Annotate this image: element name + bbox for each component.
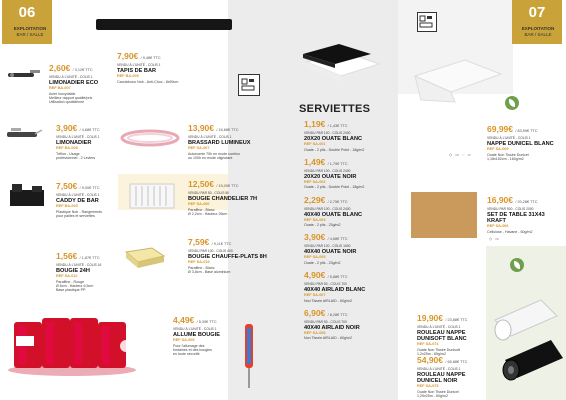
eco-leaf-icon bbox=[510, 258, 524, 272]
product-ref: REF SA-007 bbox=[188, 146, 210, 150]
product-name: 40X40 AIRLAID NOIR bbox=[304, 324, 360, 331]
product-ref: REF SA-007 bbox=[304, 293, 326, 298]
product-name: LIMONADIER bbox=[56, 140, 92, 146]
limonadier-eco-image bbox=[8, 67, 42, 83]
sale-unit: VENDU PAR 50 - COLIS 700 bbox=[304, 319, 347, 324]
product-name: TAPIS DE BAR bbox=[117, 68, 157, 74]
tab-label bbox=[508, 26, 566, 38]
product-name: BOUGIE CHAUFFE-PLATS 8H bbox=[188, 254, 267, 260]
product-allume-bougie bbox=[173, 316, 231, 356]
product-rouleau-noir bbox=[417, 356, 483, 398]
product-limonadier bbox=[56, 124, 118, 160]
product-ref: REF BA-008 bbox=[56, 146, 78, 150]
product-desc: Ouate Non Tissée Dunicel 1,25x25m - 60g/m2 bbox=[417, 389, 459, 398]
product-ref: REF SA-075 bbox=[417, 384, 439, 388]
folding-symbol-icon bbox=[238, 74, 260, 96]
tab-label-line-2: BAR / SALLE bbox=[524, 32, 552, 37]
sale-unit: VENDU À L'UNITÉ - COLIS 1 bbox=[56, 135, 100, 139]
product-name: 20X20 OUATE BLANC bbox=[304, 136, 363, 142]
product-desc: Cellulose - Havane - 60g/m2 bbox=[487, 229, 533, 234]
product-rouleau-blanc bbox=[417, 314, 483, 356]
price: 1,49€ / 1,79€ TTC bbox=[304, 156, 348, 167]
product-desc: Acier inoxydable Meilleur rapport qualité/prix Utilisation quotidienne bbox=[49, 91, 93, 105]
allume-bougie-image bbox=[235, 320, 265, 390]
napkin-item bbox=[304, 233, 394, 265]
product-desc: Pour l'allumage des fontaines et des bougies en toute sécurité bbox=[173, 343, 212, 357]
sale-unit: VENDU PAR 100 - COLIS 2400 bbox=[304, 206, 351, 211]
product-ref: REF SA-004 bbox=[304, 217, 326, 222]
product-desc: Ouate - 2 plis - Double Point - 18g/m2 bbox=[304, 147, 365, 152]
page-number: 07 bbox=[528, 4, 546, 21]
price: 7,90€ / 9,48€ TTC bbox=[117, 51, 161, 61]
product-chandelier bbox=[188, 180, 268, 216]
product-desc: Ouate Non Tissée Dunicel 1,18x152cm - 160g/m2 bbox=[487, 152, 529, 161]
tab-label-line-2: BAR / SALLE bbox=[16, 32, 44, 37]
rolls-image bbox=[485, 280, 565, 390]
product-name: 40X40 AIRLAID BLANC bbox=[304, 287, 366, 294]
sale-unit: VENDU PAR 100 - COLIS 1600 bbox=[304, 244, 351, 249]
caddy-image bbox=[8, 182, 46, 208]
product-caddy bbox=[56, 182, 118, 218]
folding-symbol-icon bbox=[417, 12, 437, 32]
sale-unit: VENDU À L'UNITÉ - COLIS 1 bbox=[56, 193, 100, 197]
product-name: ROULEAU NAPPE DUNICEL NOIR bbox=[417, 372, 466, 384]
eco-leaf-icon bbox=[505, 96, 519, 110]
napkin-item bbox=[304, 309, 394, 341]
product-name: SET DE TABLE 31X43 KRAFT bbox=[487, 212, 545, 224]
sale-unit: VENDU PAR 50 - COLIS 50 bbox=[188, 191, 229, 195]
product-desc: Non Tissée AIRLAID - 60g/m2 bbox=[304, 298, 352, 303]
napkin-list bbox=[304, 120, 394, 341]
sale-unit: VENDU PAR 100 - COLIS 400 bbox=[188, 249, 233, 253]
price: 4,49€ / 5,39€ TTC bbox=[173, 315, 217, 325]
product-ref: REF SA-019 bbox=[188, 260, 210, 264]
product-ref: REF SA-012 bbox=[56, 274, 78, 278]
sale-unit: VENDU PAR 100 - COLIS 2400 bbox=[304, 131, 351, 135]
price: 12,50€ / 15,00€ TTC bbox=[188, 179, 239, 189]
bar-mat-image bbox=[96, 19, 232, 30]
price: 1,56€ / 1,87€ TTC bbox=[56, 251, 100, 261]
product-ref: REF BA-009 bbox=[117, 74, 139, 78]
chauffe-plats-image bbox=[122, 244, 168, 270]
price: 19,90€ / 23,88€ TTC bbox=[417, 313, 468, 323]
price: 1,19€ / 1,43€ TTC bbox=[304, 119, 348, 129]
product-nappe-dunicel bbox=[487, 125, 565, 161]
product-ref: REF SA-005 bbox=[173, 338, 195, 342]
napkin-item bbox=[304, 120, 394, 152]
usage-icons: ◇ ▭ bbox=[489, 236, 500, 241]
product-name: ALLUME BOUGIE bbox=[173, 332, 220, 338]
chandelier-image bbox=[126, 180, 178, 210]
product-ref: REF SA-002 bbox=[304, 179, 326, 184]
product-limonadier-eco bbox=[49, 64, 111, 104]
product-name: NAPPE DUNICEL BLANC bbox=[487, 141, 554, 147]
product-name: CADDY DE BAR bbox=[56, 198, 99, 204]
napkin-item bbox=[304, 158, 394, 190]
usage-icons: ◇ ▭ ◌ ▱ bbox=[449, 152, 472, 157]
product-name: 40X40 OUATE BLANC bbox=[304, 211, 363, 218]
red-candles-image bbox=[6, 306, 142, 378]
product-desc: Ouate - 2 plis - 23g/m2 bbox=[304, 223, 341, 228]
sale-unit: VENDU À L'UNITÉ - COLIS 1 bbox=[49, 75, 93, 79]
product-desc: Paraffine - Blanc Ø 3,8cm - Base aluminium bbox=[188, 265, 231, 274]
product-chauffe-plats bbox=[188, 238, 268, 274]
product-ref: REF BA-007 bbox=[49, 86, 71, 90]
product-desc: Téflon - Usage professionnel - 2 Leviers bbox=[56, 151, 96, 160]
price: 3,90€ / 4,68€ TTC bbox=[304, 232, 348, 243]
sale-unit: VENDU À L'UNITÉ - COLIS 1 bbox=[117, 63, 161, 67]
product-desc: Ouate Non Tissée Dunisoft 1,2x25m - 65g/m2 bbox=[417, 347, 460, 356]
product-desc: Non Tissée AIRLAID - 60g/m2 bbox=[304, 336, 352, 341]
product-name: ROULEAU NAPPE DUNISOFT BLANC bbox=[417, 330, 467, 342]
product-brassard bbox=[188, 124, 268, 160]
product-ref: REF SA-060 bbox=[188, 202, 210, 206]
price: 3,90€ / 4,68€ TTC bbox=[56, 123, 100, 133]
price: 16,90€ / 20,28€ TTC bbox=[487, 195, 538, 205]
tablecloth-image bbox=[405, 56, 505, 104]
price: 69,99€ / 83,99€ TTC bbox=[487, 124, 538, 134]
napkin-item bbox=[304, 196, 394, 228]
brassard-image bbox=[120, 128, 182, 148]
product-ref: REF SA-009 bbox=[487, 147, 509, 151]
price: 2,29€ / 2,75€ TTC bbox=[304, 194, 348, 205]
product-name: 20X20 OUATE NOIR bbox=[304, 173, 357, 180]
product-desc: Ouate - 2 plis - 23g/m2 bbox=[304, 260, 341, 265]
sale-unit: VENDU À L'UNITÉ - COLIS 16 bbox=[56, 263, 102, 267]
product-ref: REF SA-074 bbox=[417, 342, 439, 346]
product-name: BRASSARD LUMINEUX bbox=[188, 140, 251, 146]
tab-label-line-1: EXPLOITATION bbox=[13, 26, 47, 31]
section-title: SERVIETTES bbox=[299, 103, 371, 115]
napkin-item bbox=[304, 271, 394, 303]
price: 7,50€ / 9,00€ TTC bbox=[56, 181, 100, 191]
product-ref: REF BA-003 bbox=[56, 204, 78, 208]
product-desc: Paraffine - Blanc Ø 2,2cm - Hauteur 26cm bbox=[188, 207, 228, 216]
limonadier-image bbox=[5, 126, 43, 144]
sale-unit: VENDU PAR 100 - COLIS 2400 bbox=[304, 168, 351, 173]
product-name: 40X40 OUATE NOIR bbox=[304, 249, 357, 256]
sale-unit: VENDU À L'UNITÉ - COLIS 1 bbox=[487, 136, 531, 140]
sale-unit: VENDU PAR 50 - COLIS 700 bbox=[304, 282, 347, 287]
right-page bbox=[283, 0, 566, 400]
price: 4,90€ / 5,88€ TTC bbox=[304, 270, 348, 281]
product-desc: Caoutchouc Noir - Anti-Choc - 8x59cm bbox=[117, 79, 179, 84]
kraft-set-image bbox=[411, 192, 477, 238]
price: 54,90€ / 65,88€ TTC bbox=[417, 355, 468, 365]
product-desc: Plastique Noir - Rangements pour pailles et serviettes bbox=[56, 209, 102, 218]
product-ref: REF SA-006 bbox=[487, 224, 509, 228]
product-ref: REF SA-001 bbox=[304, 142, 326, 146]
price: 13,90€ / 16,68€ TTC bbox=[188, 123, 239, 133]
sale-unit: VENDU À L'UNITÉ - COLIS 1 bbox=[173, 327, 217, 331]
product-ref: REF SA-008 bbox=[304, 330, 326, 335]
product-desc: Ouate - 2 plis - Double Point - 18g/m2 bbox=[304, 185, 365, 190]
napkins-image bbox=[299, 40, 383, 90]
tab-label-line-1: EXPLOITATION bbox=[521, 26, 555, 31]
sale-unit: VENDU À L'UNITÉ - COLIS 1 bbox=[417, 325, 461, 329]
product-name: BOUGIE CHANDELIER 7H bbox=[188, 196, 257, 202]
product-bougie-24h bbox=[56, 252, 118, 292]
product-name: LIMONADIER ECO bbox=[49, 80, 99, 86]
product-desc: Paraffine - Rouge Ø 6cm - Hauteur 6,5cm Base plastique PP bbox=[56, 279, 94, 293]
product-tapis-bar bbox=[117, 52, 197, 84]
sale-unit: VENDU PAR 500 - COLIS 2000 bbox=[487, 207, 534, 211]
page-number: 06 bbox=[18, 4, 36, 21]
price: 7,59€ / 9,11€ TTC bbox=[188, 237, 232, 247]
price: 2,60€ / 3,12€ TTC bbox=[49, 63, 93, 73]
product-desc: Autonomie 70h en mode continu ou 100h en mode clignotant bbox=[188, 151, 240, 160]
product-name: BOUGIE 24H bbox=[56, 268, 90, 274]
price: 6,90€ / 8,28€ TTC bbox=[304, 307, 348, 318]
sale-unit: VENDU À L'UNITÉ - COLIS 1 bbox=[188, 135, 232, 139]
tab-label bbox=[0, 26, 60, 38]
sale-unit: VENDU À L'UNITÉ - COLIS 1 bbox=[417, 367, 461, 371]
product-ref: REF SA-005 bbox=[304, 255, 326, 260]
product-set-kraft bbox=[487, 196, 565, 234]
